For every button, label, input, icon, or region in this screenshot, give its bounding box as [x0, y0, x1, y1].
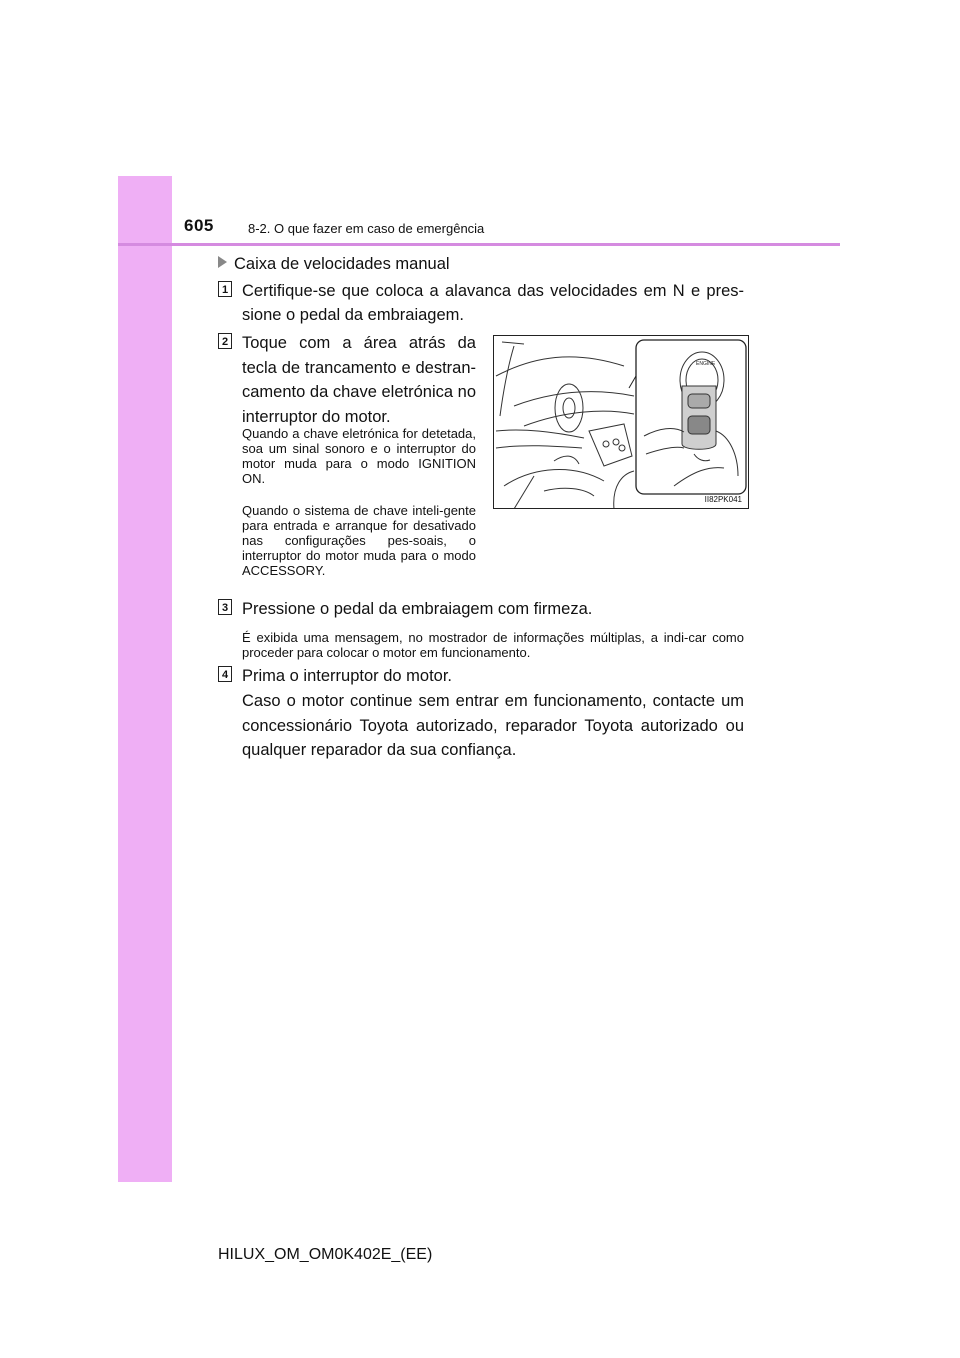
page-number: 605 [184, 216, 214, 235]
step-3-note: É exibida uma mensagem, no mostrador de informações múltiplas, a indi-car como proceder para colocar o motor em funcionamento. [242, 630, 744, 660]
step-number-2: 2 [218, 333, 232, 349]
step-2-note-1: Quando a chave eletrónica for detetada, soa um sinal sonoro e o interruptor do motor muda para o modo IGNITION ON. [242, 426, 476, 486]
closing-paragraph: Caso o motor continue sem entrar em funcionamento, contacte um concessionário Toyota autorizado, reparador Toyota autorizado ou qualquer reparador da sua confiança. [242, 692, 744, 759]
subheading-text: Caixa de velocidades manual [234, 255, 450, 273]
step-2-note-2: Quando o sistema de chave inteli-gente para entrada e arranque for desativado nas configurações pes-soais, o interruptor do motor muda para o modo ACCESSORY. [242, 503, 476, 578]
step-number-3: 3 [218, 599, 232, 615]
step-number-1: 1 [218, 281, 232, 297]
section-title: 8-2. O que fazer em caso de emergência [248, 221, 485, 236]
engine-button-label: ENGINE [696, 361, 716, 367]
subheading [218, 255, 450, 274]
step-1-text: Certifique-se que coloca a alavanca das velocidades em N e pres-sione o pedal da embraiagem. [242, 282, 744, 324]
step-4-text: Prima o interruptor do motor. [242, 667, 453, 685]
car-interior-illustration [494, 336, 749, 509]
header-rule [118, 243, 840, 246]
triangle-bullet-icon [218, 256, 227, 268]
illustration-key-touch-engine-switch [493, 335, 749, 509]
chapter-side-tab [118, 176, 172, 1182]
document-code-footer: HILUX_OM_OM0K402E_(EE) [218, 1246, 433, 1263]
figure-code: II82PK041 [704, 495, 742, 504]
step-2-text: Toque com a área atrás da tecla de trancamento e destran-camento da chave eletrónica no interruptor do motor. [242, 334, 476, 426]
step-3-text: Pressione o pedal da embraiagem com firmeza. [242, 600, 593, 618]
step-number-4: 4 [218, 666, 232, 682]
